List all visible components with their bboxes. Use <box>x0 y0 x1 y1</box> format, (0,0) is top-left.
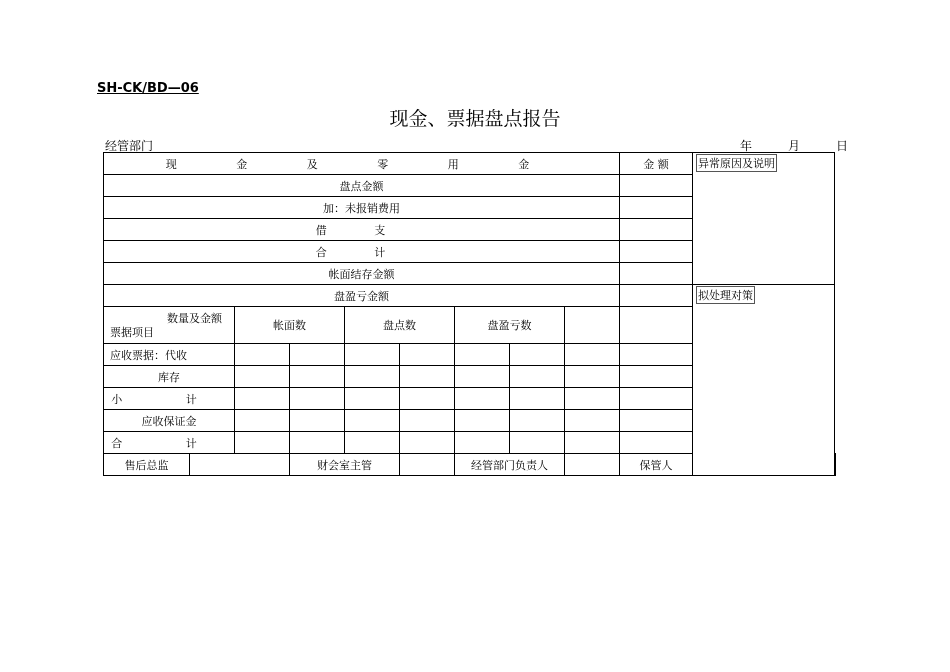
sig-field[interactable] <box>565 454 620 476</box>
row-add-unreimbursed: 加：未报销费用 <box>104 197 620 219</box>
row-surplus-deficit: 盘盈亏金额 <box>104 285 620 307</box>
amount-cell[interactable] <box>620 307 693 344</box>
sig-field[interactable] <box>835 454 836 476</box>
sig-label: 财会室主管 <box>290 454 400 476</box>
page-title: 现金、票据盘点报告 <box>389 108 561 130</box>
row-book-balance: 帐面结存金额 <box>104 263 620 285</box>
header-book-count: 帐面数 <box>235 307 345 344</box>
amount-cell[interactable] <box>620 219 693 241</box>
sig-label: 经管部门负责人 <box>455 454 565 476</box>
amount-cell[interactable] <box>620 285 693 307</box>
header-cash: 现 金 及 零 用 金 <box>104 153 620 175</box>
header-amount: 金 额 <box>620 153 693 175</box>
measures-cell[interactable] <box>693 285 835 476</box>
date-year: 年 <box>740 139 753 153</box>
abnormal-cell[interactable] <box>693 153 835 285</box>
sig-field[interactable] <box>400 454 455 476</box>
bill-item: 库存 <box>104 366 235 388</box>
amount-cell[interactable] <box>620 197 693 219</box>
bill-item: 应收保证金 <box>104 410 235 432</box>
amount-cell[interactable] <box>565 307 620 344</box>
date-day: 日 <box>836 139 849 153</box>
report-table <box>103 152 836 476</box>
date-month: 月 <box>788 139 801 153</box>
sig-label: 售后总监 <box>104 454 190 476</box>
row-count-amount: 盘点金额 <box>104 175 620 197</box>
amount-cell[interactable] <box>620 241 693 263</box>
row-total: 合 计 <box>104 241 620 263</box>
form-code: SH-CK/BD—06 <box>97 81 199 96</box>
bill-item: 小 计 <box>104 388 235 410</box>
amount-cell[interactable] <box>620 175 693 197</box>
abnormal-label: 异常原因及说明 <box>696 154 777 172</box>
bill-item: 合 计 <box>104 432 235 454</box>
amount-cell[interactable] <box>620 263 693 285</box>
sig-label: 保管人 <box>620 454 693 476</box>
header-surplus-deficit: 盘盈亏数 <box>455 307 565 344</box>
sig-field[interactable] <box>190 454 290 476</box>
row-borrow: 借 支 <box>104 219 620 241</box>
dept-label: 经管部门 <box>105 139 154 153</box>
header-count-num: 盘点数 <box>345 307 455 344</box>
bills-corner-header: 数量及金额 票据项目 <box>104 307 235 344</box>
bill-item: 应收票据：代收 <box>104 344 235 366</box>
measures-label: 拟处理对策 <box>696 286 755 304</box>
